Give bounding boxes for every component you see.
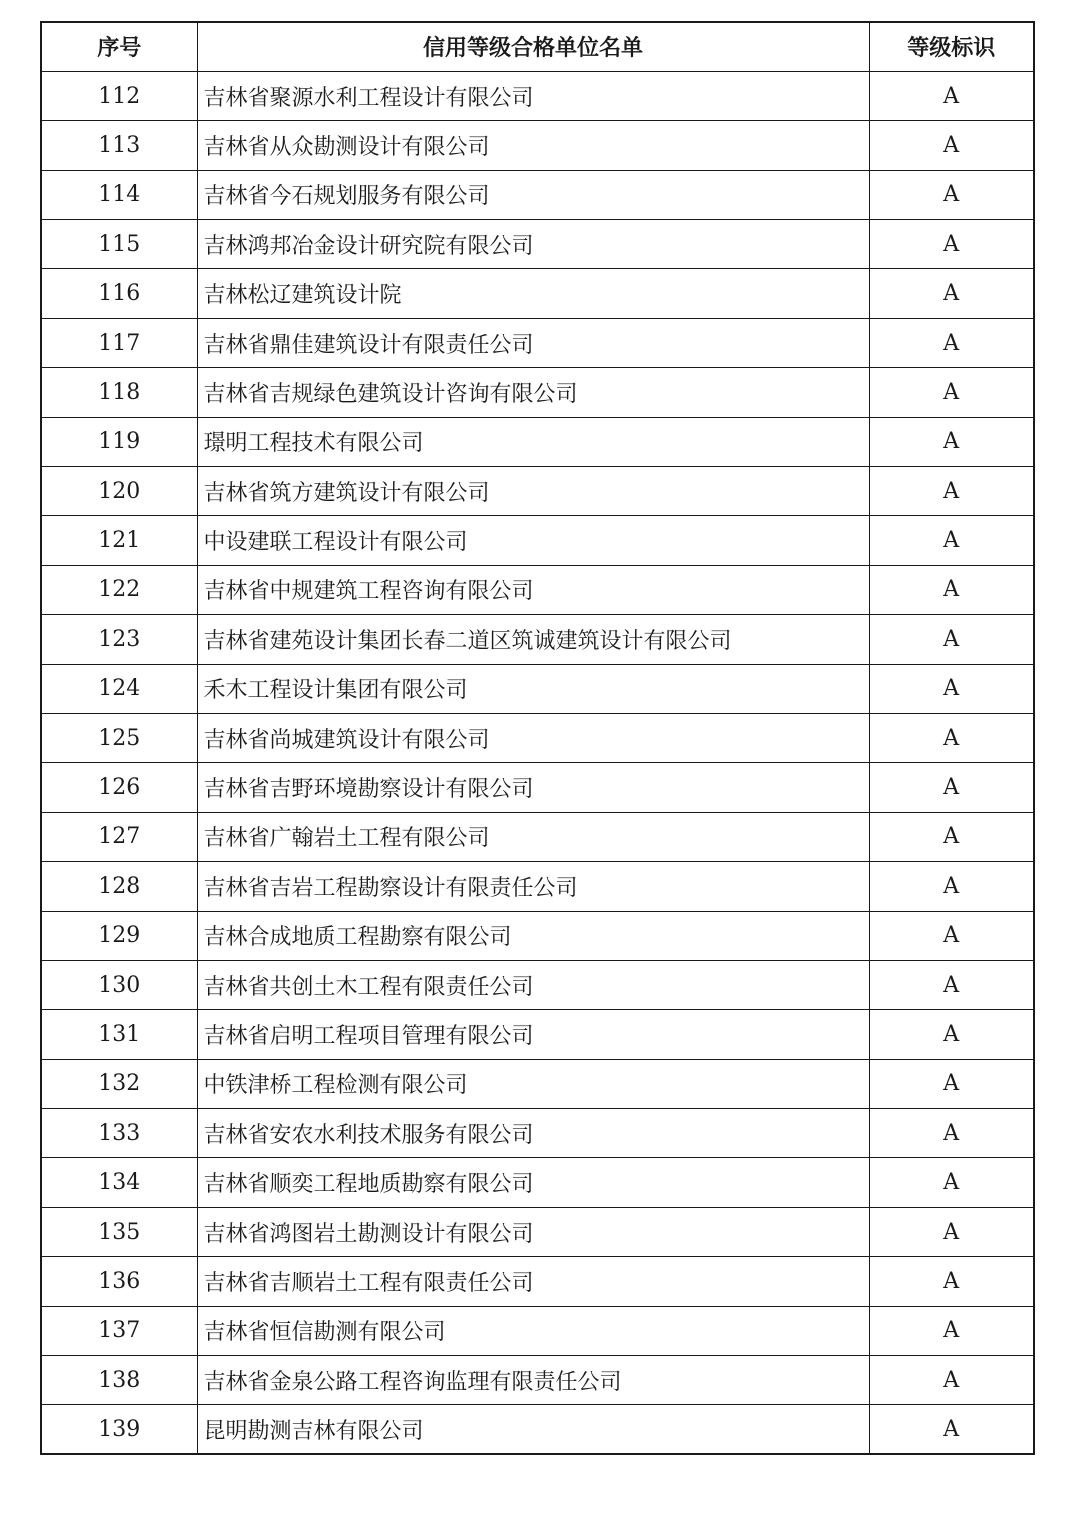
table-row	[41, 565, 1034, 614]
table-row	[41, 911, 1034, 960]
table-row	[41, 862, 1034, 911]
unit-name-cell: 吉林省启明工程项目管理有限公司	[197, 1010, 869, 1059]
grade-mark-cell: A	[869, 1059, 1034, 1108]
grade-mark-cell: A	[869, 1306, 1034, 1355]
serial-number-cell: 122	[41, 565, 197, 614]
table-row	[41, 516, 1034, 565]
serial-number-cell: 129	[41, 911, 197, 960]
table-row	[41, 960, 1034, 1009]
serial-number-cell: 130	[41, 960, 197, 1009]
serial-number-cell: 128	[41, 862, 197, 911]
unit-name-cell: 中铁津桥工程检测有限公司	[197, 1059, 869, 1108]
serial-number-cell: 115	[41, 220, 197, 269]
table-row	[41, 1207, 1034, 1256]
serial-number-cell: 124	[41, 664, 197, 713]
table-row	[41, 318, 1034, 367]
serial-number-cell: 117	[41, 318, 197, 367]
unit-name-cell: 昆明勘测吉林有限公司	[197, 1405, 869, 1454]
serial-number-cell: 135	[41, 1207, 197, 1256]
serial-number-cell: 121	[41, 516, 197, 565]
grade-mark-cell: A	[869, 318, 1034, 367]
serial-number-cell: 134	[41, 1158, 197, 1207]
table-row	[41, 615, 1034, 664]
table-row	[41, 467, 1034, 516]
serial-number-cell: 112	[41, 71, 197, 120]
unit-name-cell: 吉林省广翰岩土工程有限公司	[197, 812, 869, 861]
table-row	[41, 1405, 1034, 1454]
table-row	[41, 713, 1034, 762]
table-row	[41, 1306, 1034, 1355]
grade-mark-cell: A	[869, 911, 1034, 960]
table-row	[41, 71, 1034, 120]
grade-mark-cell: A	[869, 220, 1034, 269]
table-row	[41, 368, 1034, 417]
serial-number-cell: 116	[41, 269, 197, 318]
header-grade-mark: 等级标识	[869, 22, 1034, 71]
unit-name-cell: 吉林省鼎佳建筑设计有限责任公司	[197, 318, 869, 367]
table-row	[41, 269, 1034, 318]
grade-mark-cell: A	[869, 516, 1034, 565]
credit-rating-table	[40, 21, 1035, 1455]
grade-mark-cell: A	[869, 121, 1034, 170]
unit-name-cell: 吉林省恒信勘测有限公司	[197, 1306, 869, 1355]
grade-mark-cell: A	[869, 467, 1034, 516]
serial-number-cell: 127	[41, 812, 197, 861]
table-row	[41, 121, 1034, 170]
grade-mark-cell: A	[869, 812, 1034, 861]
serial-number-cell: 132	[41, 1059, 197, 1108]
unit-name-cell: 吉林省中规建筑工程咨询有限公司	[197, 565, 869, 614]
grade-mark-cell: A	[869, 1010, 1034, 1059]
unit-name-cell: 吉林省吉岩工程勘察设计有限责任公司	[197, 862, 869, 911]
serial-number-cell: 136	[41, 1257, 197, 1306]
header-unit-name: 信用等级合格单位名单	[197, 22, 869, 71]
grade-mark-cell: A	[869, 1405, 1034, 1454]
grade-mark-cell: A	[869, 71, 1034, 120]
serial-number-cell: 131	[41, 1010, 197, 1059]
serial-number-cell: 139	[41, 1405, 197, 1454]
unit-name-cell: 中设建联工程设计有限公司	[197, 516, 869, 565]
serial-number-cell: 137	[41, 1306, 197, 1355]
unit-name-cell: 吉林省尚城建筑设计有限公司	[197, 713, 869, 762]
grade-mark-cell: A	[869, 960, 1034, 1009]
unit-name-cell: 吉林省吉规绿色建筑设计咨询有限公司	[197, 368, 869, 417]
serial-number-cell: 138	[41, 1356, 197, 1405]
header-row	[41, 22, 1034, 71]
serial-number-cell: 119	[41, 417, 197, 466]
serial-number-cell: 118	[41, 368, 197, 417]
unit-name-cell: 吉林省建苑设计集团长春二道区筑诚建筑设计有限公司	[197, 615, 869, 664]
unit-name-cell: 吉林省吉顺岩土工程有限责任公司	[197, 1257, 869, 1306]
table-row	[41, 220, 1034, 269]
grade-mark-cell: A	[869, 269, 1034, 318]
grade-mark-cell: A	[869, 170, 1034, 219]
table-row	[41, 1010, 1034, 1059]
table-row	[41, 417, 1034, 466]
unit-name-cell: 吉林省共创土木工程有限责任公司	[197, 960, 869, 1009]
unit-name-cell: 吉林省鸿图岩土勘测设计有限公司	[197, 1207, 869, 1256]
table-row	[41, 1109, 1034, 1158]
serial-number-cell: 126	[41, 763, 197, 812]
grade-mark-cell: A	[869, 664, 1034, 713]
grade-mark-cell: A	[869, 1207, 1034, 1256]
unit-name-cell: 吉林省顺奕工程地质勘察有限公司	[197, 1158, 869, 1207]
unit-name-cell: 吉林省金泉公路工程咨询监理有限责任公司	[197, 1356, 869, 1405]
serial-number-cell: 125	[41, 713, 197, 762]
header-serial-number: 序号	[41, 22, 197, 71]
unit-name-cell: 璟明工程技术有限公司	[197, 417, 869, 466]
unit-name-cell: 吉林鸿邦冶金设计研究院有限公司	[197, 220, 869, 269]
unit-name-cell: 吉林省吉野环境勘察设计有限公司	[197, 763, 869, 812]
table-body	[41, 71, 1034, 1454]
table-row	[41, 1356, 1034, 1405]
table-row	[41, 1059, 1034, 1108]
unit-name-cell: 吉林省今石规划服务有限公司	[197, 170, 869, 219]
table-row	[41, 812, 1034, 861]
grade-mark-cell: A	[869, 1356, 1034, 1405]
table-header	[41, 22, 1034, 71]
unit-name-cell: 吉林合成地质工程勘察有限公司	[197, 911, 869, 960]
grade-mark-cell: A	[869, 862, 1034, 911]
grade-mark-cell: A	[869, 713, 1034, 762]
grade-mark-cell: A	[869, 1257, 1034, 1306]
serial-number-cell: 114	[41, 170, 197, 219]
unit-name-cell: 禾木工程设计集团有限公司	[197, 664, 869, 713]
serial-number-cell: 113	[41, 121, 197, 170]
table-row	[41, 1158, 1034, 1207]
unit-name-cell: 吉林省从众勘测设计有限公司	[197, 121, 869, 170]
serial-number-cell: 123	[41, 615, 197, 664]
unit-name-cell: 吉林省聚源水利工程设计有限公司	[197, 71, 869, 120]
grade-mark-cell: A	[869, 763, 1034, 812]
grade-mark-cell: A	[869, 368, 1034, 417]
unit-name-cell: 吉林省安农水利技术服务有限公司	[197, 1109, 869, 1158]
table-row	[41, 1257, 1034, 1306]
grade-mark-cell: A	[869, 417, 1034, 466]
grade-mark-cell: A	[869, 1158, 1034, 1207]
grade-mark-cell: A	[869, 615, 1034, 664]
table-row	[41, 763, 1034, 812]
unit-name-cell: 吉林松辽建筑设计院	[197, 269, 869, 318]
table-row	[41, 664, 1034, 713]
unit-name-cell: 吉林省筑方建筑设计有限公司	[197, 467, 869, 516]
grade-mark-cell: A	[869, 565, 1034, 614]
serial-number-cell: 120	[41, 467, 197, 516]
table-row	[41, 170, 1034, 219]
grade-mark-cell: A	[869, 1109, 1034, 1158]
serial-number-cell: 133	[41, 1109, 197, 1158]
